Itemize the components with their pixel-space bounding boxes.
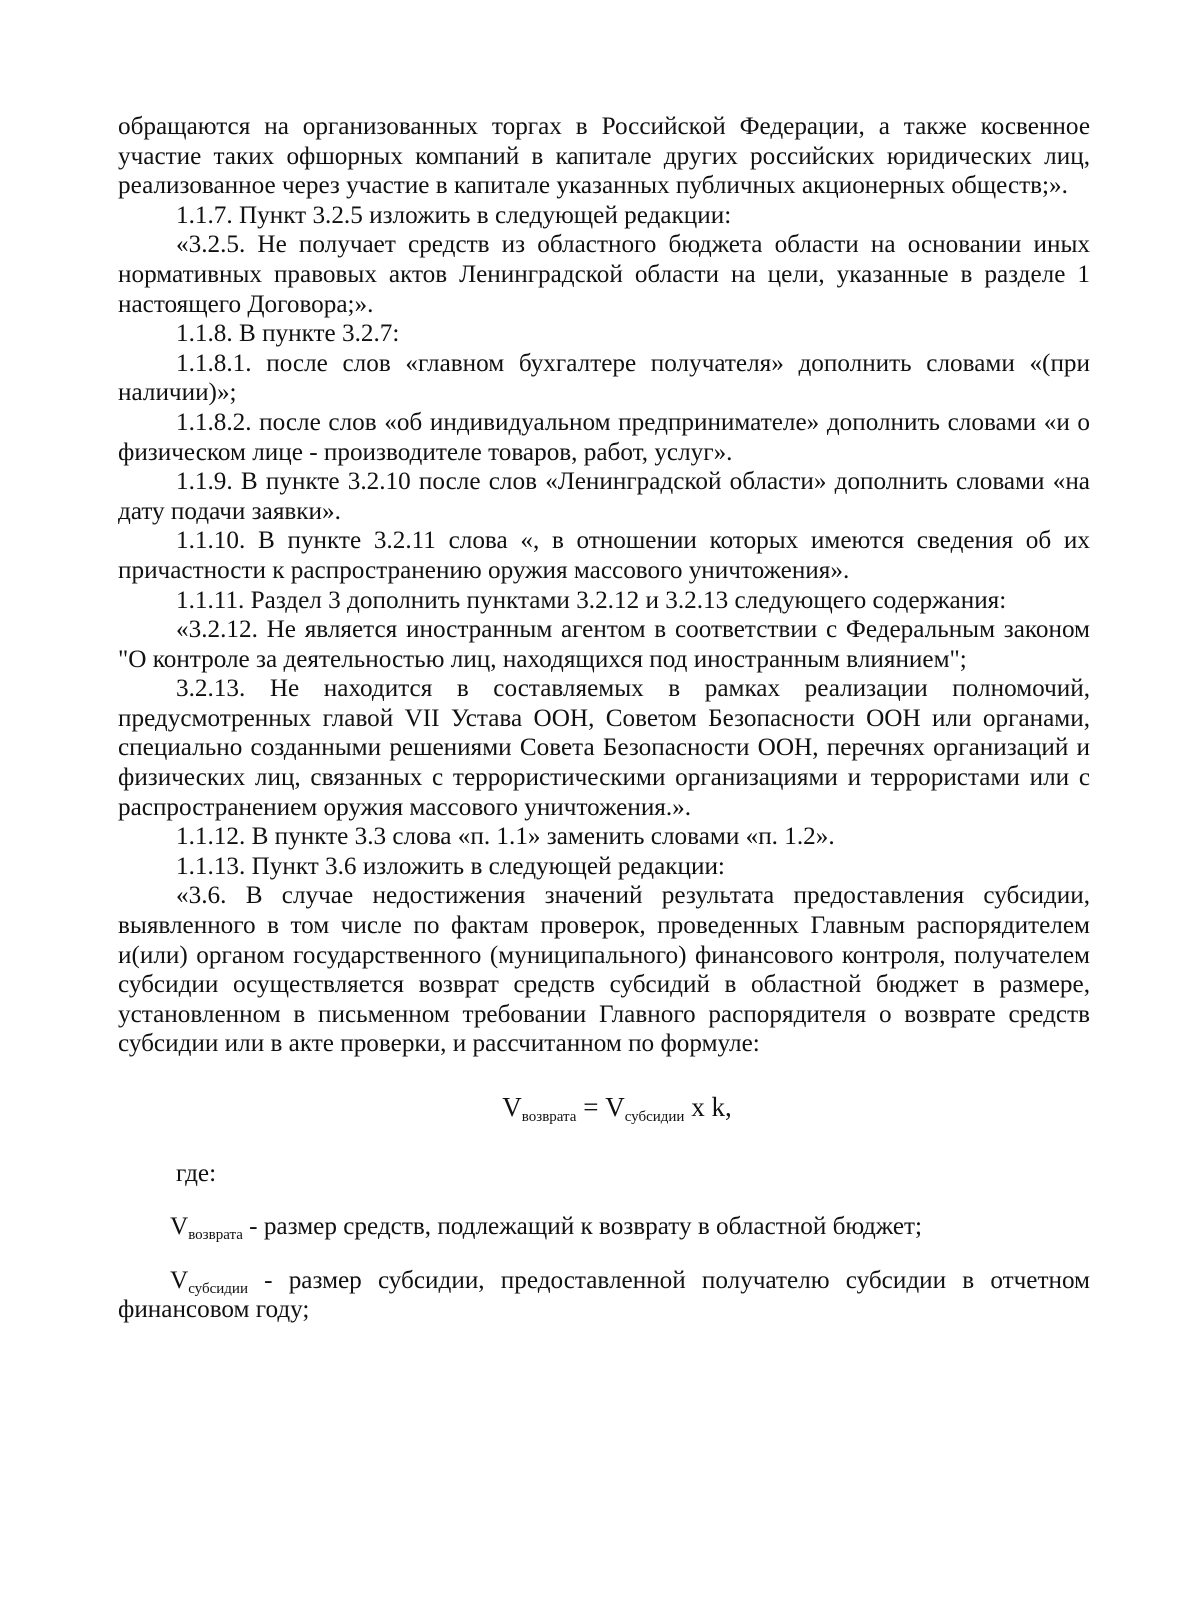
definition-subsidy-text: - размер субсидии, предоставленной получателю субсидии в отчетном финансовом году; <box>118 1266 1090 1324</box>
definition-refund <box>118 1212 1090 1242</box>
formula-rhs-sub: субсидии <box>624 1109 685 1125</box>
paragraph-continuation: обращаются на организованных торгах в Российской Федерации, а также косвенное участие таких офшорных компаний в капитале других российских юридических лиц, реализованное через участие в капитале указанных публичных акционерных обществ;». <box>118 113 1090 200</box>
refund-formula <box>118 1093 1090 1123</box>
formula-equals: = <box>583 1092 599 1122</box>
formula-rhs-tail: x k, <box>691 1092 732 1122</box>
paragraph-1-1-8-2: 1.1.8.2. после слов «об индивидуальном предпринимателе» дополнить словами «и о физическом лице - производителе товаров, работ, услуг». <box>118 408 1090 466</box>
paragraph-1-1-9: 1.1.9. В пункте 3.2.10 после слов «Ленинградской области» дополнить словами «на дату подачи заявки». <box>118 468 1090 525</box>
formula-lhs-sub: возврата <box>521 1109 577 1125</box>
document-page <box>118 112 1090 1325</box>
paragraph-1-1-12: 1.1.12. В пункте 3.3 слова «п. 1.1» заменить словами «п. 1.2». <box>176 823 835 851</box>
definition-subsidy <box>118 1266 1090 1325</box>
paragraph-1-1-13: 1.1.13. Пункт 3.6 изложить в следующей редакции: <box>176 852 725 880</box>
definition-refund-sub: возврата <box>188 1227 243 1244</box>
paragraph-3-2-12: «3.2.12. Не является иностранным агентом в соответствии с Федеральным законом "О контроле за деятельностью лиц, находящихся под иностранным влиянием"; <box>118 616 1090 673</box>
definition-subsidy-sub: субсидии <box>188 1280 248 1297</box>
paragraph-3-6: «3.6. В случае недостижения значений результата предоставления субсидии, выявленного в том числе по фактам проверок, проведенных Главным распорядителем и(или) органом государственного (муниципального) финансового контроля, получателем субсидии осуществляется возврат средств субсидий в областной бюджет в размере, установленном в письменном требовании Главного распорядителя о возврате средств субсидии или в акте проверки, и рассчитанном по формуле: <box>118 882 1090 1058</box>
paragraph-1-1-8-1: 1.1.8.1. после слов «главном бухгалтере получателя» дополнить словами «(при наличии)»; <box>118 349 1090 407</box>
definition-subsidy-var: V <box>170 1266 189 1294</box>
paragraph-1-1-8: 1.1.8. В пункте 3.2.7: <box>176 320 400 348</box>
paragraph-3-2-5: «3.2.5. Не получает средств из областного бюджета области на основании иных нормативных правовых актов Ленинградской области на цели, указанные в разделе 1 настоящего Договора;». <box>118 231 1090 318</box>
definition-refund-text: - размер средств, подлежащий к возврату в областной бюджет; <box>249 1213 923 1241</box>
paragraph-1-1-11: 1.1.11. Раздел 3 дополнить пунктами 3.2.12 и 3.2.13 следующего содержания: <box>176 586 1007 614</box>
definition-refund-var: V <box>170 1213 189 1241</box>
where-label: где: <box>176 1159 217 1187</box>
formula-rhs-var: V <box>605 1092 625 1122</box>
paragraph-1-1-10: 1.1.10. В пункте 3.2.11 слова «, в отношении которых имеются сведения об их причастности к распространению оружия массового уничтожения». <box>118 527 1090 584</box>
paragraph-1-1-7: 1.1.7. Пункт 3.2.5 изложить в следующей редакции: <box>176 201 732 229</box>
paragraph-3-2-13: 3.2.13. Не находится в составляемых в рамках реализации полномочий, предусмотренных главой VII Устава ООН, Советом Безопасности ООН или органами, специально созданными решениями Совета Безопасности ООН, перечнях организаций и физических лиц, связанных с террористическими организациями и террористами или с распространением оружия массового уничтожения.». <box>118 675 1090 821</box>
formula-lhs-var: V <box>502 1092 522 1122</box>
